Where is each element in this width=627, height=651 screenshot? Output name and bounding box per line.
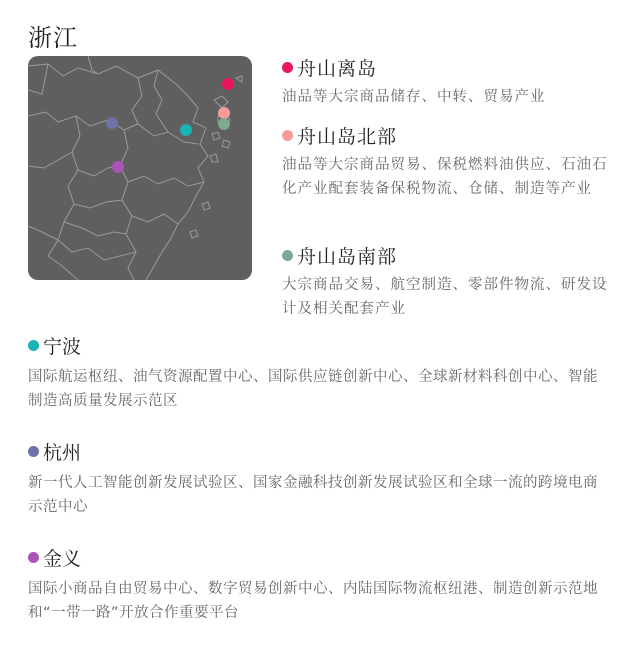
region-zhoushan-south — [282, 242, 612, 321]
city-name: 宁波 — [43, 336, 82, 358]
blue-purple-dot-icon — [28, 446, 39, 457]
city-hangzhou — [28, 438, 608, 519]
region-desc: 油品等大宗商品储存、中转、贸易产业 — [282, 89, 546, 105]
purple-dot-icon — [28, 552, 39, 563]
zhejiang-map — [28, 56, 252, 280]
city-desc: 国际航运枢纽、油气资源配置中心、国际供应链创新中心、全球新材料科创中心、智能制造高质量发展示范区 — [28, 369, 598, 409]
region-name: 舟山岛南部 — [297, 246, 398, 268]
region-zhoushan-island — [282, 54, 612, 109]
page-title: 浙江 — [28, 24, 78, 52]
region-desc: 大宗商品交易、航空制造、零部件物流、研发设计及相关配套产业 — [282, 277, 608, 317]
marker-zhoushan-north — [218, 107, 230, 119]
marker-ningbo — [180, 124, 192, 136]
city-desc: 国际小商品自由贸易中心、数字贸易创新中心、内陆国际物流枢纽港、制造创新示范地和“一带一路”开放合作重要平台 — [28, 581, 598, 621]
marker-jinyi — [112, 161, 124, 173]
region-desc: 油品等大宗商品贸易、保税燃料油供应、石油石化产业配套装备保税物流、仓储、制造等产业 — [282, 157, 608, 197]
city-name: 金义 — [43, 548, 82, 570]
salmon-dot-icon — [282, 130, 293, 141]
green-dot-icon — [282, 250, 293, 261]
city-desc: 新一代人工智能创新发展试验区、国家金融科技创新发展试验区和全球一流的跨境电商示范中心 — [28, 475, 598, 515]
pink-red-dot-icon — [282, 62, 293, 73]
region-name: 舟山岛北部 — [297, 126, 398, 148]
city-jinyi — [28, 544, 608, 625]
city-name: 杭州 — [43, 442, 82, 464]
marker-hangzhou — [106, 117, 118, 129]
teal-dot-icon — [28, 340, 39, 351]
region-zhoushan-north — [282, 122, 612, 201]
city-ningbo — [28, 332, 608, 413]
marker-zhoushan-island — [222, 78, 234, 90]
marker-zhoushan-south — [218, 118, 230, 130]
region-name: 舟山离岛 — [297, 58, 378, 80]
